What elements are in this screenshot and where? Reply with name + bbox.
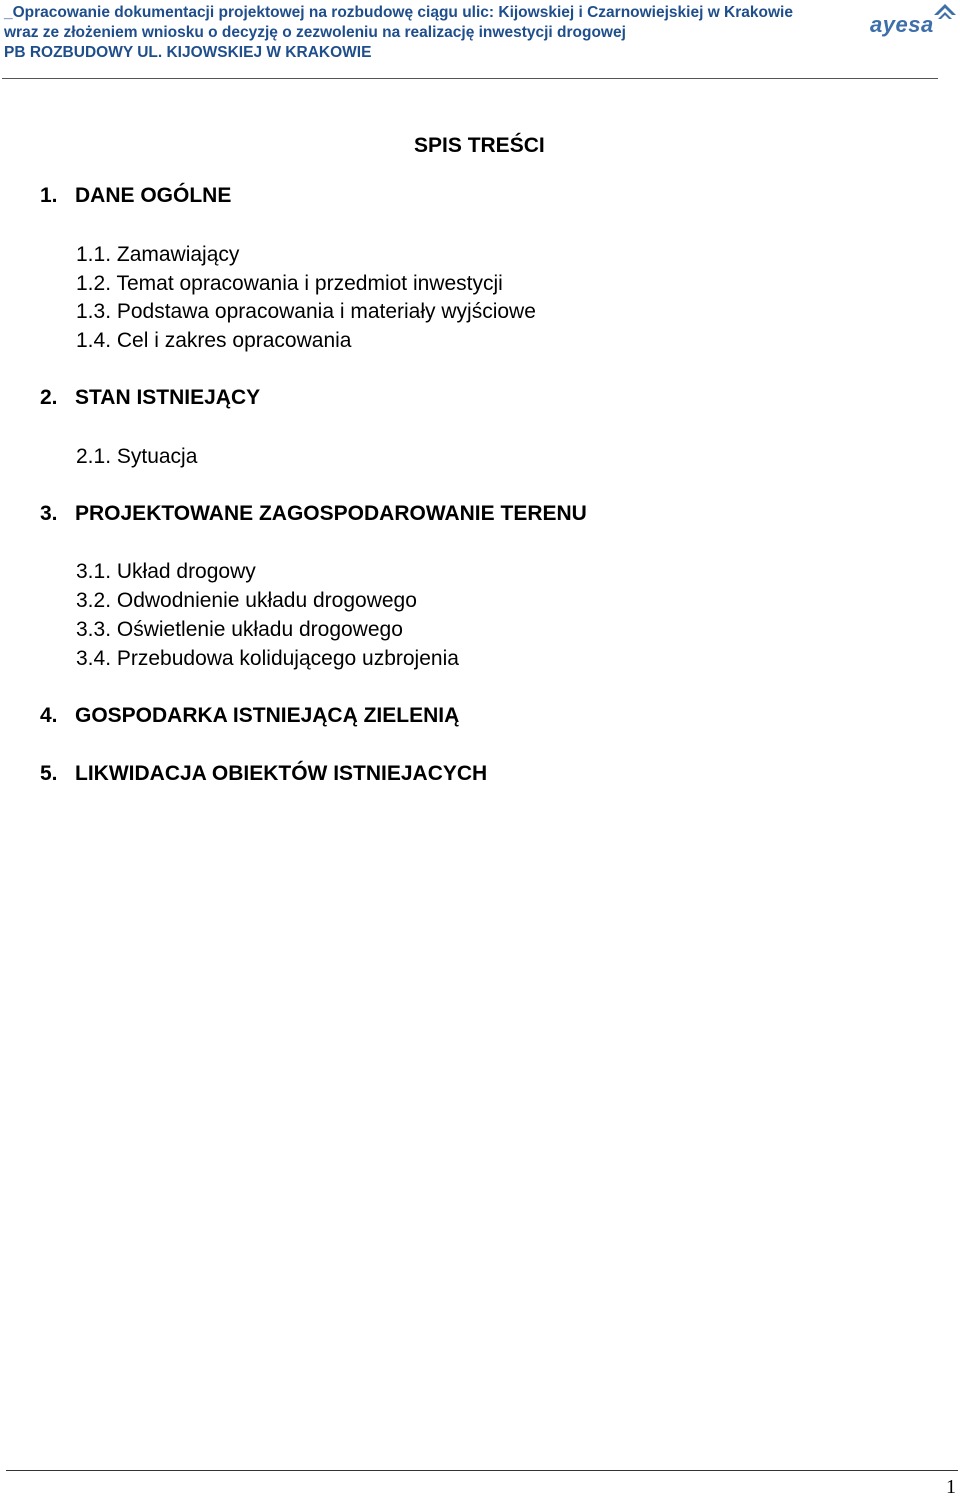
- toc-item-2-1: 2.1. Sytuacja: [76, 445, 198, 468]
- page-header: [0, 0, 960, 84]
- toc-section-1: [40, 184, 231, 208]
- header-project-subtitle: wraz ze złożeniem wniosku o decyzję o zezwoleniu na realizację inwestycji drogowej: [4, 24, 626, 41]
- header-document-name: PB ROZBUDOWY UL. KIJOWSKIEJ W KRAKOWIE: [4, 44, 372, 61]
- toc-section-3: [40, 502, 587, 526]
- toc-section-label: DANE OGÓLNE: [75, 184, 232, 207]
- toc-section-label: GOSPODARKA ISTNIEJĄCĄ ZIELENIĄ: [75, 704, 460, 727]
- toc-section-number: 1.: [40, 184, 58, 207]
- company-logo: [870, 0, 958, 38]
- toc-section-label: LIKWIDACJA OBIEKTÓW ISTNIEJACYCH: [75, 762, 488, 785]
- header-project-title: _Opracowanie dokumentacji projektowej na rozbudowę ciągu ulic: Kijowskiej i Czarnowiejskiej w Krakowie: [4, 4, 793, 21]
- toc-item-3-1: 3.1. Układ drogowy: [76, 560, 256, 583]
- header-divider: [2, 78, 938, 79]
- footer-divider: [6, 1470, 958, 1471]
- toc-section-number: 3.: [40, 502, 58, 525]
- toc-section-label: PROJEKTOWANE ZAGOSPODAROWANIE TERENU: [75, 502, 587, 525]
- ayesa-logo-icon: [932, 1, 958, 23]
- toc-section-number: 2.: [40, 386, 58, 409]
- toc-item-1-4: 1.4. Cel i zakres opracowania: [76, 329, 352, 352]
- toc-section-number: 5.: [40, 762, 58, 785]
- toc-item-1-2: 1.2. Temat opracowania i przedmiot inwestycji: [76, 272, 503, 295]
- toc-item-3-2: 3.2. Odwodnienie układu drogowego: [76, 589, 417, 612]
- toc-title: SPIS TREŚCI: [414, 134, 545, 157]
- toc-section-number: 4.: [40, 704, 58, 727]
- toc-section-2: [40, 386, 260, 410]
- toc-item-1-3: 1.3. Podstawa opracowania i materiały wyjściowe: [76, 300, 536, 323]
- toc-item-3-3: 3.3. Oświetlenie układu drogowego: [76, 618, 403, 641]
- toc-item-1-1: 1.1. Zamawiający: [76, 243, 240, 266]
- toc-item-3-4: 3.4. Przebudowa kolidującego uzbrojenia: [76, 647, 459, 670]
- page-number: 1: [946, 1476, 956, 1498]
- toc-section-label: STAN ISTNIEJĄCY: [75, 386, 261, 409]
- toc-section-5: [40, 762, 487, 786]
- toc-section-4: [40, 704, 459, 728]
- logo-wordmark: ayesa: [870, 12, 934, 37]
